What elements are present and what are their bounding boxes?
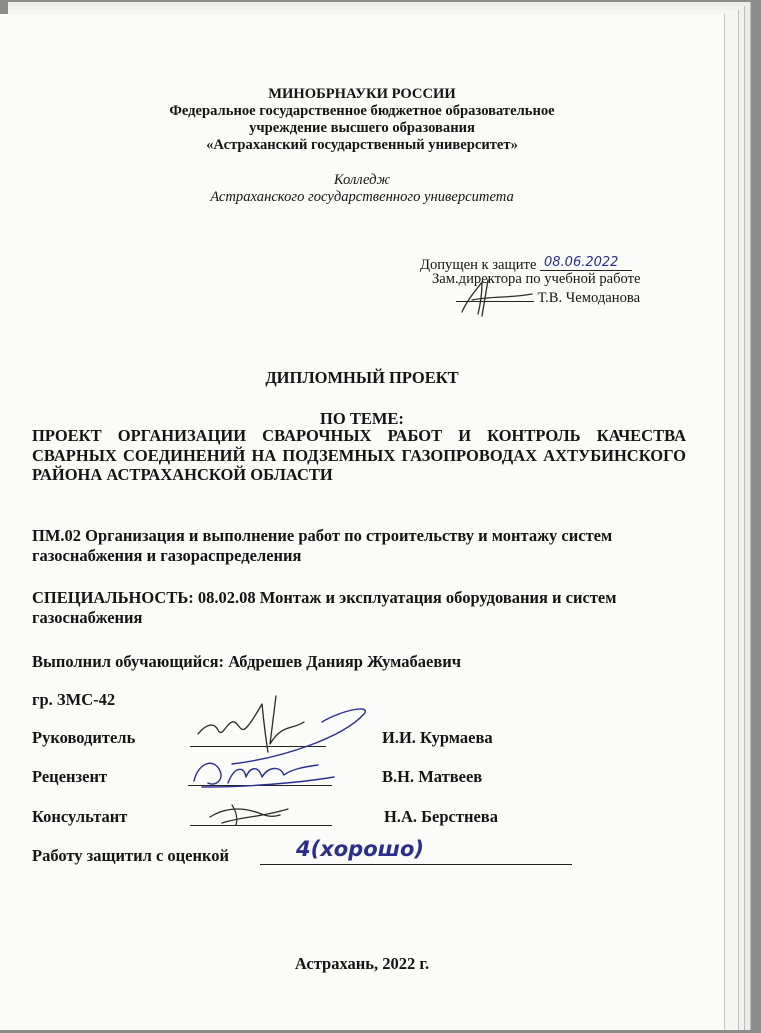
admitted-date-line bbox=[540, 256, 632, 271]
college-line-2: Астраханского государственного университета bbox=[210, 189, 514, 205]
on-topic-label: ПО ТЕМЕ: bbox=[320, 409, 404, 428]
city-year: Астрахань, 2022 г. bbox=[294, 954, 430, 973]
admitted-row bbox=[420, 254, 710, 271]
institution-line-2: учреждение высшего образования bbox=[249, 120, 475, 136]
student-label: Выполнил обучающийся: bbox=[32, 652, 225, 671]
deputy-label: Зам.директора по учебной работе bbox=[432, 271, 641, 287]
institution-line-1: Федеральное государственное бюджетное образовательное bbox=[169, 103, 555, 119]
student-block bbox=[32, 652, 692, 672]
specialty-value: 08.02.08 Монтаж и эксплуатация оборудования и систем газоснабжения bbox=[32, 588, 617, 627]
college-header bbox=[0, 172, 724, 206]
approval-block bbox=[420, 254, 710, 305]
grade-label: Работу защитил с оценкой bbox=[32, 846, 230, 865]
signature-role: Консультант bbox=[32, 807, 128, 826]
consultant-signature bbox=[192, 795, 312, 835]
deputy-sign-row bbox=[420, 288, 710, 305]
deputy-signature bbox=[452, 272, 542, 316]
specialty-block bbox=[32, 588, 692, 627]
signature-name: И.И. Курмаева bbox=[382, 728, 493, 747]
reviewer-signature bbox=[188, 743, 348, 793]
specialty-label: СПЕЦИАЛЬНОСТЬ: bbox=[32, 588, 194, 607]
deputy-name: Т.В. Чемоданова bbox=[537, 290, 641, 306]
document-type: ДИПЛОМНЫЙ ПРОЕКТ bbox=[265, 368, 459, 387]
project-topic: ПРОЕКТ ОРГАНИЗАЦИИ СВАРОЧНЫХ РАБОТ И КОНТРОЛЬ КАЧЕСТВА СВАРНЫХ СОЕДИНЕНИЙ НА ПОДЗЕМНЫХ ГАЗОПРОВОДАХ АХТУБИНСКОГО РАЙОНА АСТРАХАНСКОЙ ОБЛАСТИ bbox=[32, 426, 686, 484]
signature-role: Рецензент bbox=[32, 767, 108, 786]
institution-header bbox=[0, 86, 724, 154]
student-name: Абдрешев Данияр Жумабаевич bbox=[228, 652, 462, 671]
signature-row-reviewer bbox=[32, 767, 692, 791]
university-name: «Астраханский государственный университет» bbox=[206, 137, 518, 153]
admitted-date-handwriting bbox=[540, 250, 632, 270]
grade-handwriting bbox=[288, 830, 448, 866]
admitted-date: 08.06.2022 bbox=[544, 255, 619, 270]
signature-row-consultant bbox=[32, 807, 692, 831]
grade-value: 4(хорошо) bbox=[296, 837, 424, 861]
signature-row-supervisor bbox=[32, 728, 692, 752]
professional-module: ПМ.02 Организация и выполнение работ по строительству и монтажу систем газоснабжения и газораспределения bbox=[32, 526, 613, 565]
signature-name: Н.А. Берстнева bbox=[384, 807, 498, 826]
signature-role: Руководитель bbox=[32, 728, 136, 747]
signature-name: В.Н. Матвеев bbox=[382, 767, 483, 786]
admitted-label: Допущен к защите bbox=[420, 257, 537, 273]
grade-row bbox=[32, 837, 692, 866]
student-group: гр. ЗМС-42 bbox=[32, 690, 116, 709]
title-page bbox=[0, 14, 725, 1030]
deputy-signature-line bbox=[456, 288, 534, 302]
ministry-name: МИНОБРНАУКИ РОССИИ bbox=[268, 86, 456, 102]
college-line-1: Колледж bbox=[333, 172, 391, 188]
